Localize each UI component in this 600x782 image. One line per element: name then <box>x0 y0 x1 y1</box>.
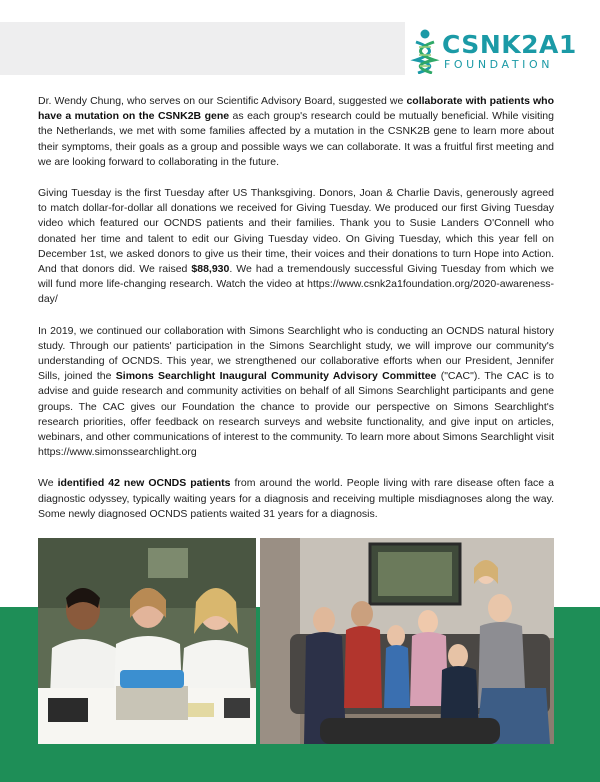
foundation-logo <box>410 28 590 76</box>
paragraph-chung-collaboration <box>38 94 554 170</box>
highlight-text: $88,930 <box>191 263 230 276</box>
paragraph-text: as each group's research could be mutually beneficial. While visiting the Netherlands, we met with some families affected by a mutation in the CSNK2B gene to learn more about their symptoms, their goals as a group and possible ways we can collaborate. It was a fruitful first meeting and we are looking forward to collaborating in the future. <box>38 110 554 168</box>
paragraph-text: from around the world. People living with rare disease often face a diagnostic odyssey, typically waiting years for a diagnosis and receiving multiple misdiagnoses along the way. Some newly diagnosed OCNDS patients waited 31 years for a diagnosis. <box>38 477 554 520</box>
article-body <box>38 94 554 538</box>
paragraph-simons-searchlight <box>38 324 554 461</box>
paragraph-new-patients <box>38 476 554 522</box>
paragraph-text: Dr. Wendy Chung, who serves on our Scientific Advisory Board, suggested we <box>38 95 407 107</box>
highlight-text: Simons Searchlight Inaugural Community Advisory Committee <box>115 370 437 383</box>
paragraph-text: . We had a tremendously successful Giving Tuesday from which we will fund more life-changing research. Watch the video at https://www.csnk2a1foundation.org/2020-awareness-day/ <box>38 263 554 306</box>
paragraph-text: Giving Tuesday is the first Tuesday after US Thanksgiving. Donors, Joan & Charlie Davis, generously agreed to match dollar-for-dollar all donations we received for Giving Tuesday. We produced our first Giving Tuesday video which featured our OCNDS patients and their families. Thank you to Susie Landers O'Connell who donated her time and talent to edit our Giving Tuesday video. On Giving Tuesday, which this year fell on December 1st, we asked donors to give us their time, their voices and their donations to turn Hope into Action. And that donors did. We raised <box>38 187 554 276</box>
header-band <box>0 22 405 75</box>
logo-title: CSNK2A1 <box>442 30 577 59</box>
logo-subtitle: FOUNDATION <box>444 58 554 71</box>
photo-three-women-at-table <box>38 538 256 744</box>
paragraph-giving-tuesday <box>38 186 554 308</box>
highlight-text: collaborate with patients who have a mutation on the CSNK2B gene <box>38 95 554 123</box>
paragraph-text: ("CAC"). The CAC is to advise and guide research and community activities on behalf of all Simons Searchlight participants and gene groups. The CAC gives our Foundation the chance to provide our perspective on Simons Searchlight's research priorities, offer feedback on research surveys and website functionality, and give input on articles, webinars, and other communications of interest to the community. To learn more about Simons Searchlight visit https://www.simonssearchlight.org <box>38 370 554 459</box>
highlight-text: identified 42 new OCNDS patients <box>57 477 231 490</box>
photo-family-group-on-sofa <box>260 538 554 744</box>
dna-figure-icon <box>410 28 440 74</box>
paragraph-text: We <box>38 477 58 490</box>
paragraph-text: In 2019, we continued our collaboration with Simons Searchlight who is conducting an OCNDS natural history study. Through our patients' participation in the Simons Searchlight study, we will improve our community's understanding of OCNDS. This year, we strengthened our collaborative efforts when our President, Jennifer Sills, joined the <box>38 324 554 383</box>
